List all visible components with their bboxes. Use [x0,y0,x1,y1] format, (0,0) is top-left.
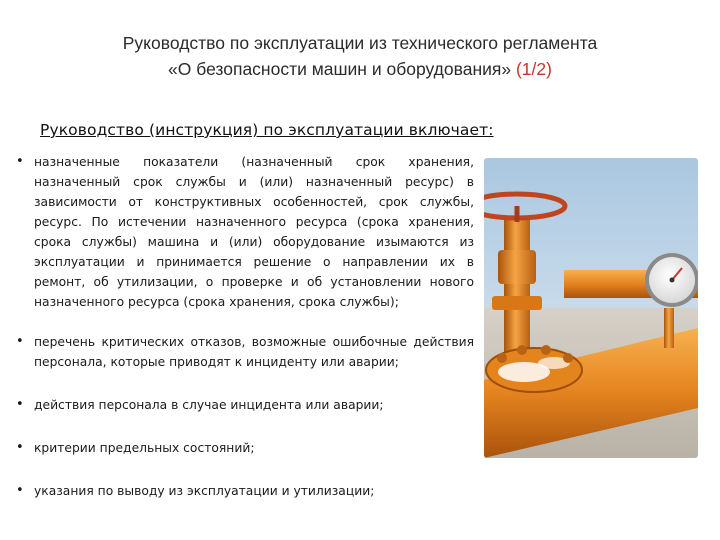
valve-illustration-icon [484,158,698,458]
section-subheading: Руководство (инструкция) по эксплуатации включает: [40,121,494,139]
bullet-item: • действия персонала в случае инцидента или аварии; [14,395,474,415]
title-line-2 [40,56,680,82]
bullet-item: • указания по выводу из эксплуатации и утилизации; [14,481,474,501]
slide-title [40,30,680,82]
bullet-item: • перечень критических отказов, возможные ошибочные действия персонала, которые приводят к инциденту или аварии; [14,332,474,372]
title-line-1: Руководство по эксплуатации из технического регламента [122,33,598,53]
industrial-valve-photo [484,158,698,458]
page-counter: (1/2) [515,59,552,79]
title-line-2-text: «О безопасности машин и оборудования» [168,59,512,79]
bullet-item: • назначенные показатели (назначенный срок хранения, назначенный срок службы и (или) назначенный ресурс) в зависимости от конструктивных особенностей, срок службы, ресурс. По истечении назначенного ресурса (срока хранения, срока службы) машина и (или) оборудование изымаются из эксплуатации и принимается решение о направлении их в ремонт, об утилизации, о проверке и об установлении нового назначенного ресурса (срока хранения, срока службы); [14,152,474,312]
bullet-item: • критерии предельных состояний; [14,438,474,458]
bullet-list [14,152,474,501]
